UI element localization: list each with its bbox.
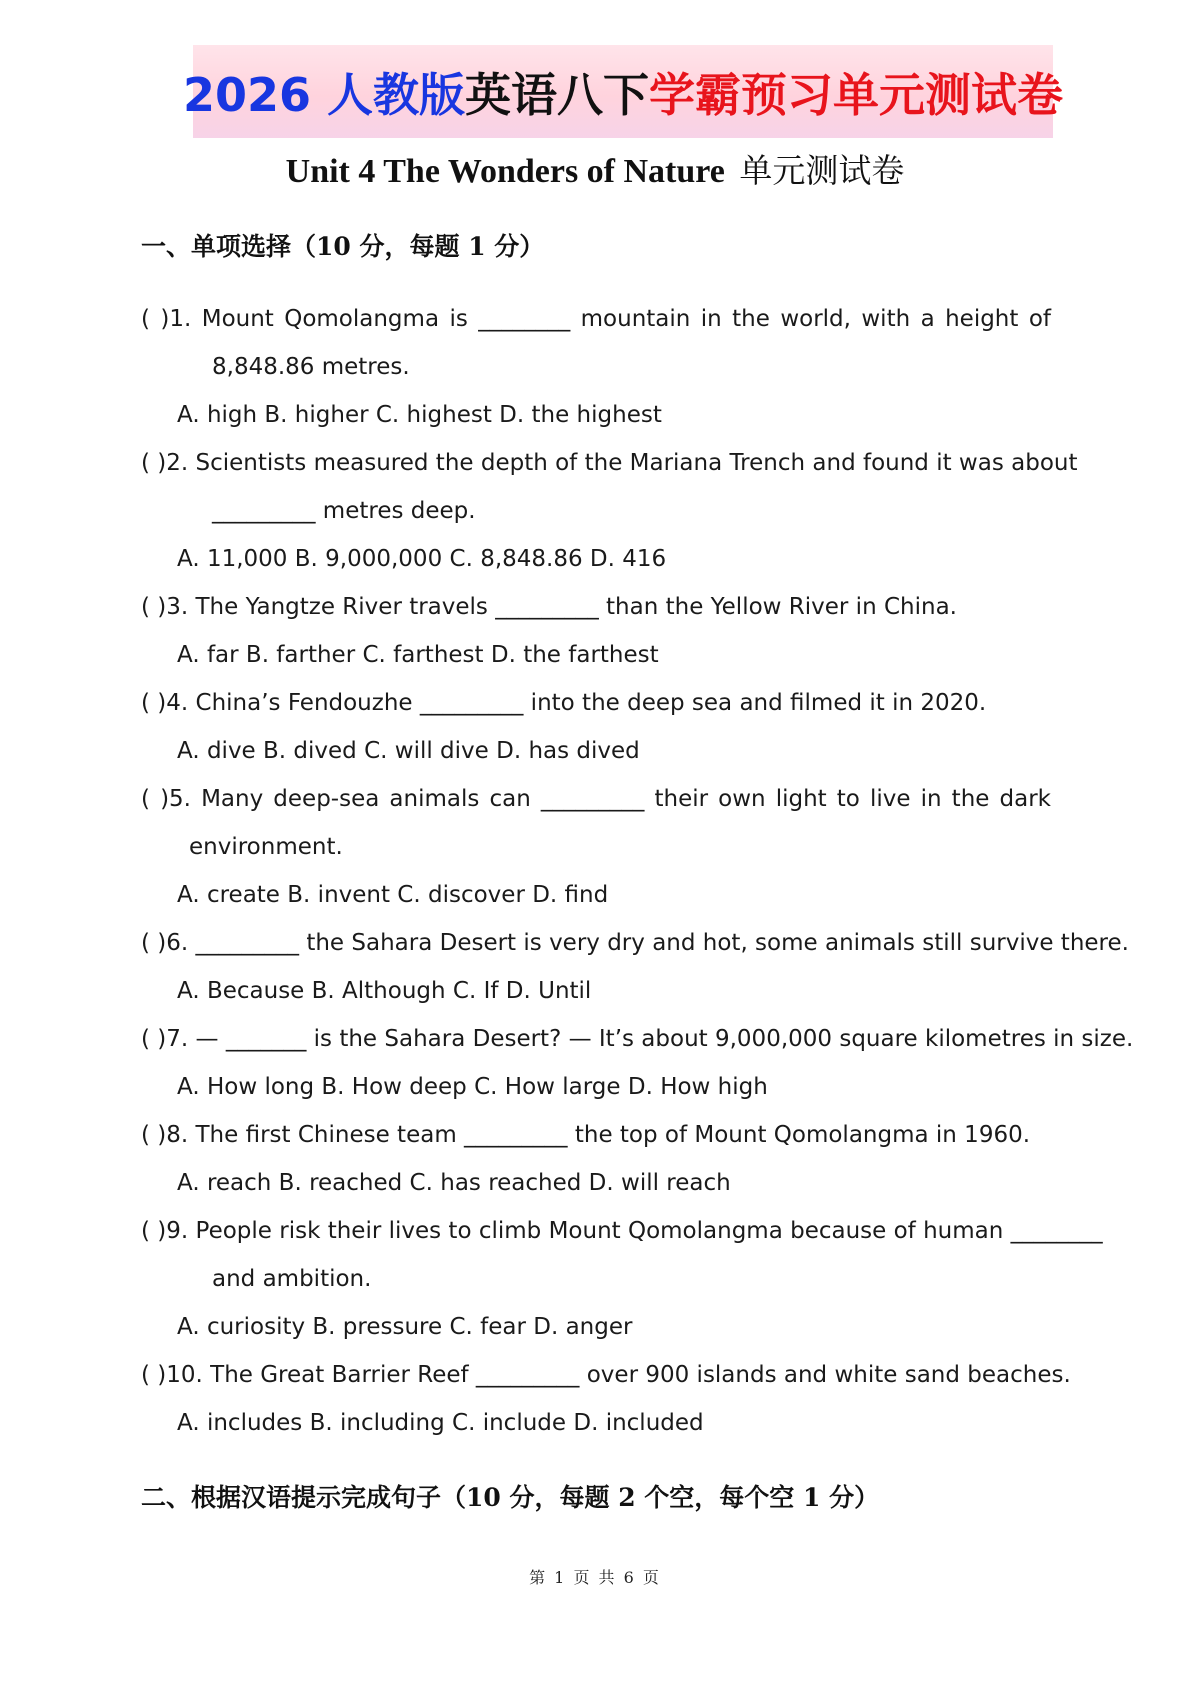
question-5-options: A. create B. invent C. discover D. find [177, 882, 609, 908]
question-5-continuation: environment. [189, 834, 343, 860]
question-8-stem: ( )8. The first Chinese team _________ the top of Mount Qomolangma in 1960. [141, 1122, 1031, 1148]
question-6-stem: ( )6. _________ the Sahara Desert is very dry and hot, some animals still survive there. [141, 930, 1129, 956]
question-1 [141, 295, 1051, 343]
question-7 [141, 1015, 1134, 1063]
question-10-stem: ( )10. The Great Barrier Reef _________ over 900 islands and white sand beaches. [141, 1362, 1071, 1388]
question-4-options: A. dive B. dived C. will dive D. has dived [177, 738, 640, 764]
question-4 [141, 679, 1051, 727]
question-9-stem: ( )9. People risk their lives to climb Mount Qomolangma because of human ________ [141, 1218, 1103, 1244]
question-9-options: A. curiosity B. pressure C. fear D. anger [177, 1314, 633, 1340]
question-9 [141, 1207, 1103, 1255]
section-2-heading: 二、根据汉语提示完成句子（10 分，每题 2 个空，每个空 1 分） [141, 1483, 880, 1512]
question-7-options: A. How long B. How deep C. How large D. How high [177, 1074, 768, 1100]
question-9-continuation: and ambition. [212, 1266, 372, 1292]
unit-title-chinese: 单元测试卷 [739, 151, 905, 190]
question-2-continuation: _________ metres deep. [212, 498, 476, 524]
question-6 [141, 919, 1129, 967]
banner-edition: 2026 人教版 [182, 67, 466, 122]
page-title [0, 145, 1190, 192]
question-10-options: A. includes B. including C. include D. included [177, 1410, 704, 1436]
question-3-options: A. far B. farther C. farthest D. the farthest [177, 642, 659, 668]
question-8-options: A. reach B. reached C. has reached D. will reach [177, 1170, 731, 1196]
question-1-continuation: 8,848.86 metres. [212, 354, 410, 380]
question-4-stem: ( )4. China’s Fendouzhe _________ into the deep sea and filmed it in 2020. [141, 690, 987, 716]
question-6-options: A. Because B. Although C. If D. Until [177, 978, 592, 1004]
question-3-stem: ( )3. The Yangtze River travels _________ than the Yellow River in China. [141, 594, 957, 620]
unit-title-english: Unit 4 The Wonders of Nature [285, 153, 725, 190]
banner-grade: 英语八下 [465, 67, 650, 122]
question-3 [141, 583, 1051, 631]
page-footer: 第 1 页 共 6 页 [529, 1568, 661, 1587]
question-1-stem: ( )1. Mount Qomolangma is ________ mountain in the world, with a height of [141, 306, 1051, 332]
banner-series: 学霸预习单元测试卷 [649, 67, 1064, 122]
question-2-stem: ( )2. Scientists measured the depth of the Mariana Trench and found it was about [141, 450, 1078, 476]
question-7-stem: ( )7. — _______ is the Sahara Desert? — It’s about 9,000,000 square kilometres in size. [141, 1026, 1134, 1052]
section-1-heading: 一、单项选择（10 分，每题 1 分） [141, 232, 545, 261]
question-10 [141, 1351, 1071, 1399]
question-1-options: A. high B. higher C. highest D. the highest [177, 402, 662, 428]
question-5 [141, 775, 1051, 823]
question-8 [141, 1111, 1051, 1159]
question-2-options: A. 11,000 B. 9,000,000 C. 8,848.86 D. 416 [177, 546, 667, 572]
question-5-stem: ( )5. Many deep-sea animals can _________ their own light to live in the dark [141, 786, 1051, 812]
title-banner [182, 45, 1064, 138]
question-2 [141, 439, 1078, 487]
